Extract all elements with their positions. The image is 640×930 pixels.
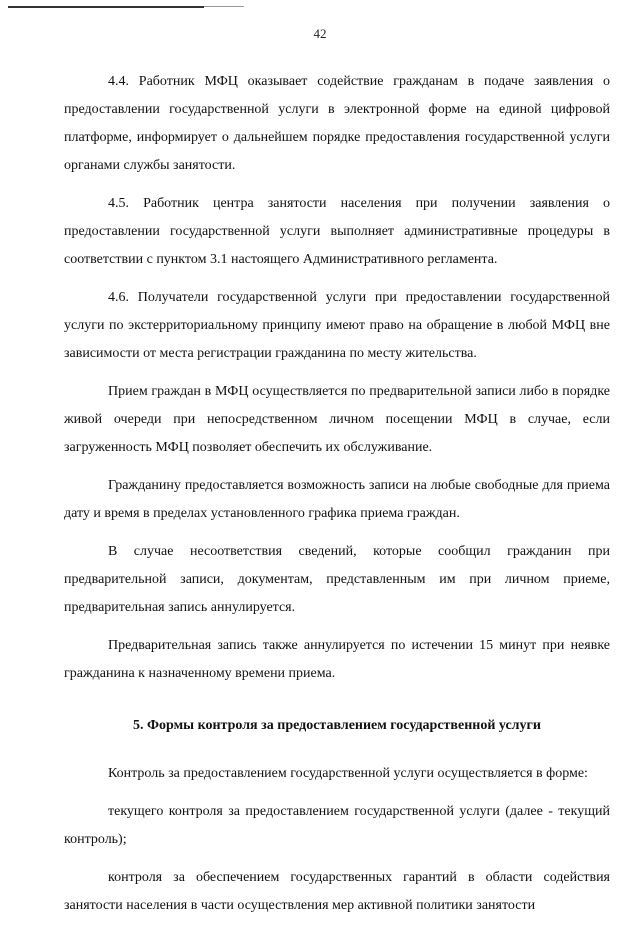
paragraph-cancellation: Предварительная запись также аннулируется по истечении 15 минут при неявке гражданина к назначенному времени приема. [64,638,610,681]
page-number: 42 [313,26,327,41]
scan-artifact-line [8,6,204,8]
paragraph-4-5: 4.5. Работник центра занятости населения при получении заявления о предоставлении государственной услуги выполняет административные процедуры в соответствии с пунктом 3.1 настоящего Административного регламента. [64,196,610,267]
paragraph-reception: Прием граждан в МФЦ осуществляется по предварительной записи либо в порядке живой очереди при непосредственном личном посещении МФЦ в случае, если загруженность МФЦ позволяет обеспечить их обслуживание. [64,384,610,455]
paragraph-control-forms: Контроль за предоставлением государственной услуги осуществляется в форме: [108,766,588,781]
section-title: 5. Формы контроля за предоставлением государственной услуги [133,718,541,733]
paragraph-4-4: 4.4. Работник МФЦ оказывает содействие гражданам в подаче заявления о предоставлении государственной услуги в электронной форме на единой цифровой платформе, информирует о дальнейшем порядке предоставления государственной услуги органами службы занятости. [64,74,610,173]
paragraph-4-6: 4.6. Получатели государственной услуги при предоставлении государственной услуги по экстерриториальному принципу имеют право на обращение в любой МФЦ вне зависимости от места регистрации гражданина по месту жительства. [64,290,610,361]
scan-artifact-line-faint [204,6,244,7]
document-body [64,68,610,930]
paragraph-booking: Гражданину предоставляется возможность записи на любые свободные для приема дату и время в пределах установленного графика приема граждан. [64,478,610,521]
paragraph-guarantees-control: контроля за обеспечением государственных гарантий в области содействия занятости населения в части осуществления мер активной политики занятости [64,870,610,913]
paragraph-mismatch: В случае несоответствия сведений, которые сообщил гражданин при предварительной записи, документам, представленным им при личном приеме, предварительная запись аннулируется. [64,544,610,615]
paragraph-current-control: текущего контроля за предоставлением государственной услуги (далее - текущий контроль); [64,804,610,847]
